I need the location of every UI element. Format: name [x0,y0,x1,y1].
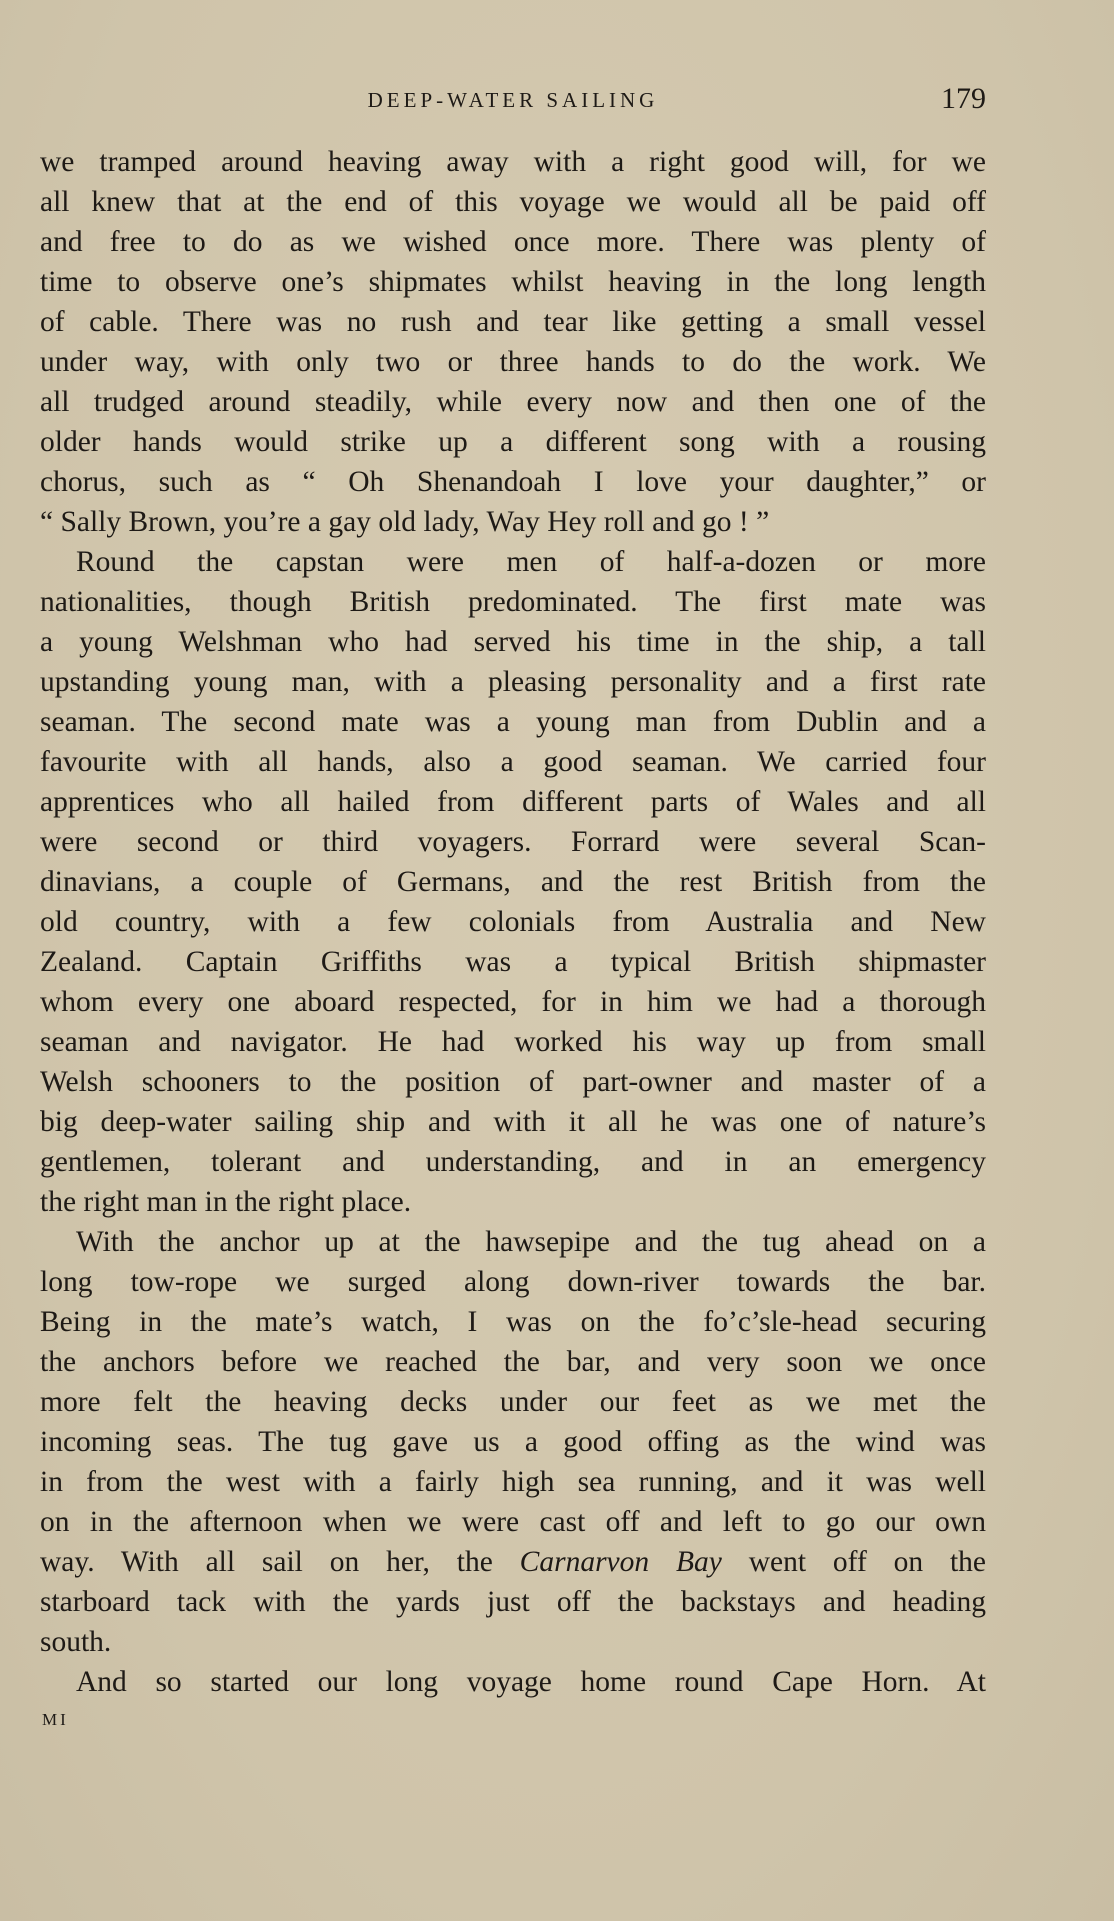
text-line: all trudged around steadily, while every now and then one of the [40,386,986,418]
text-line: older hands would strike up a different song with a rousing [40,426,986,458]
text-line: old country, with a few colonials from Australia and New [40,906,986,938]
text-line: nationalities, though British predominated. The first mate was [40,586,986,618]
paragraph [40,542,986,1222]
text-line: “ Sally Brown, you’re a gay old lady, Way Hey roll and go ! ” [40,506,770,538]
text-line: more felt the heaving decks under our feet as we met the [40,1386,986,1418]
text-line: gentlemen, tolerant and understanding, and in an emergency [40,1146,986,1178]
text-line: dinavians, a couple of Germans, and the rest British from the [40,866,986,898]
text-line: were second or third voyagers. Forrard were several Scan- [40,826,986,858]
running-head: DEEP-WATER SAILING [367,88,659,112]
text-line: of cable. There was no rush and tear like getting a small vessel [40,306,986,338]
paragraph [40,1662,986,1702]
text-line: Being in the mate’s watch, I was on the fo’c’sle-head securing [40,1306,986,1338]
text-line: chorus, such as “ Oh Shenandoah I love your daughter,” or [40,466,986,498]
text-line: Zealand. Captain Griffiths was a typical British shipmaster [40,946,986,978]
paragraph [40,142,986,542]
text-line: seaman. The second mate was a young man from Dublin and a [40,706,986,738]
page-number: 179 [941,82,986,115]
text-line: all knew that at the end of this voyage we would all be paid off [40,186,986,218]
text-line: favourite with all hands, also a good seaman. We carried four [40,746,986,778]
paragraph [40,1222,986,1542]
text-line: With the anchor up at the hawsepipe and the tug ahead on a [76,1226,986,1258]
text-line: time to observe one’s shipmates whilst heaving in the long length [40,266,986,298]
text-line: under way, with only two or three hands to do the work. We [40,346,986,378]
text-line: incoming seas. The tug gave us a good offing as the wind was [40,1426,986,1458]
ship-name: Carnarvon Bay [519,1546,722,1578]
text-line: seaman and navigator. He had worked his way up from small [40,1026,986,1058]
text-line: starboard tack with the yards just off the backstays and heading [40,1586,986,1618]
text-line: upstanding young man, with a pleasing personality and a first rate [40,666,986,698]
paragraph [40,1542,986,1662]
text-line: And so started our long voyage home round Cape Horn. At [76,1666,986,1698]
text-line: whom every one aboard respected, for in him we had a thorough [40,986,986,1018]
text-line: long tow-rope we surged along down-river towards the bar. [40,1266,986,1298]
text-line: Welsh schooners to the position of part-owner and master of a [40,1066,986,1098]
text-line: the anchors before we reached the bar, and very soon we once [40,1346,986,1378]
text-line: south. [40,1626,112,1658]
text-line: way. With all sail on her, the Carnarvon Bay went off on the [40,1546,987,1578]
text-line: Round the capstan were men of half-a-dozen or more [76,546,986,578]
text-line: the right man in the right place. [40,1186,412,1218]
page-header [40,84,986,118]
text-line: apprentices who all hailed from different parts of Wales and all [40,786,986,818]
text-line: we tramped around heaving away with a right good will, for we [40,146,986,178]
text-line: big deep-water sailing ship and with it all he was one of nature’s [40,1106,986,1138]
text-line: and free to do as we wished once more. There was plenty of [40,226,986,258]
text-line: on in the afternoon when we were cast off and left to go our own [40,1506,986,1538]
text-line: in from the west with a fairly high sea running, and it was well [40,1466,986,1498]
text-line: a young Welshman who had served his time in the ship, a tall [40,626,986,658]
signature-mark: MI [42,1710,69,1729]
body-text [40,142,986,1702]
